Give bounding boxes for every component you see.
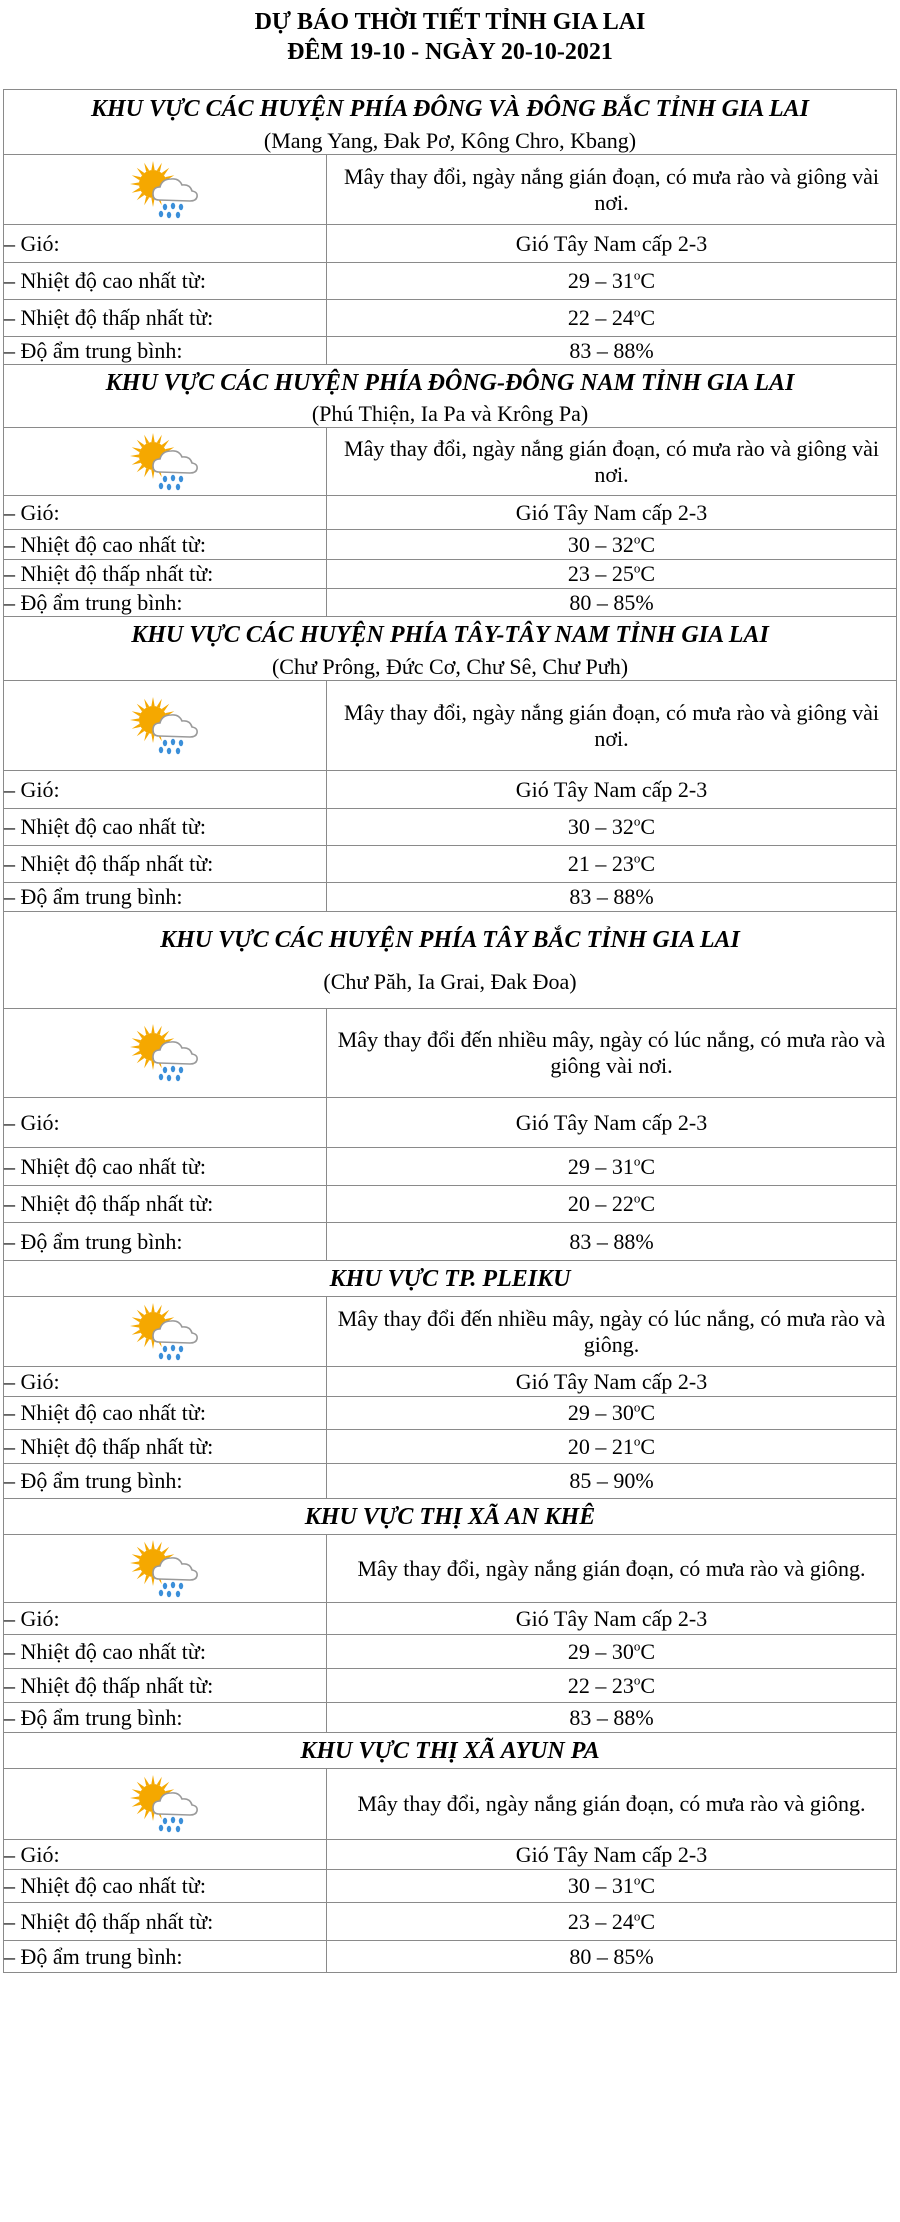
wind-value xyxy=(327,1603,897,1635)
max-temp-label: – Nhiệt độ cao nhất từ: xyxy=(4,1870,327,1903)
celsius-unit: C xyxy=(640,1153,656,1179)
max-temp-value xyxy=(327,1397,897,1430)
wind-value-text: Gió Tây Nam cấp 2-3 xyxy=(515,499,708,525)
min-temp-value-text: 21 – 23 xyxy=(567,851,634,876)
weather-description: Mây thay đổi, ngày nắng gián đoạn, có mưa rào và giông vài nơi. xyxy=(327,681,897,771)
max-temp-label: – Nhiệt độ cao nhất từ: xyxy=(4,1148,327,1186)
weather-cell xyxy=(4,1297,327,1367)
max-temp-value xyxy=(327,1635,897,1669)
humidity-label: – Độ ẩm trung bình: xyxy=(4,1941,327,1973)
min-temp-label: – Nhiệt độ thấp nhất từ: xyxy=(4,1669,327,1703)
humidity-value xyxy=(327,1703,897,1733)
region-name: KHU VỰC CÁC HUYỆN PHÍA TÂY-TÂY NAM TỈNH GIA LAI xyxy=(131,622,769,649)
wind-value-text: Gió Tây Nam cấp 2-3 xyxy=(515,1109,708,1135)
sun-cloud-rain-icon xyxy=(123,447,207,472)
celsius-unit: C xyxy=(640,814,656,839)
humidity-value-text: 85 – 90% xyxy=(569,1468,654,1493)
celsius-unit: C xyxy=(640,1873,656,1898)
max-temp-value xyxy=(327,809,897,846)
weather-description: Mây thay đổi, ngày nắng gián đoạn, có mưa rào và giông. xyxy=(327,1769,897,1840)
degree-symbol: o xyxy=(633,1672,641,1688)
max-temp-label: – Nhiệt độ cao nhất từ: xyxy=(4,1397,327,1430)
min-temp-value-text: 20 – 21 xyxy=(567,1433,634,1459)
region-name: KHU VỰC TP. PLEIKU xyxy=(329,1265,571,1292)
degree-symbol: o xyxy=(633,1433,641,1449)
region-name: KHU VỰC THỊ XÃ AN KHÊ xyxy=(304,1503,596,1530)
degree-symbol: o xyxy=(633,1399,641,1415)
min-temp-value xyxy=(327,1903,897,1941)
wind-label: – Gió: xyxy=(4,225,327,263)
max-temp-value-text: 30 – 32 xyxy=(567,531,634,557)
max-temp-value-text: 30 – 32 xyxy=(567,814,634,839)
humidity-value-text: 83 – 88% xyxy=(569,884,654,909)
humidity-value xyxy=(327,883,897,912)
weather-cell xyxy=(4,1769,327,1840)
region-title xyxy=(4,617,897,654)
min-temp-label: – Nhiệt độ thấp nhất từ: xyxy=(4,1186,327,1223)
wind-value xyxy=(327,225,897,263)
wind-value xyxy=(327,496,897,530)
min-temp-value xyxy=(327,1669,897,1703)
degree-symbol: o xyxy=(633,1638,641,1654)
min-temp-value-text: 23 – 25 xyxy=(567,561,634,586)
celsius-unit: C xyxy=(640,268,656,293)
humidity-value xyxy=(327,1223,897,1261)
humidity-value xyxy=(327,1941,897,1973)
celsius-unit: C xyxy=(640,1433,656,1459)
wind-value xyxy=(327,1367,897,1397)
max-temp-value-text: 30 – 31 xyxy=(567,1873,634,1898)
degree-symbol: o xyxy=(633,1190,641,1206)
wind-value xyxy=(327,771,897,809)
humidity-label: – Độ ẩm trung bình: xyxy=(4,1464,327,1499)
celsius-unit: C xyxy=(640,1400,656,1425)
wind-label: – Gió: xyxy=(4,771,327,809)
region-title xyxy=(4,912,897,969)
degree-symbol: o xyxy=(633,1872,641,1888)
degree-symbol: o xyxy=(633,850,641,866)
humidity-value xyxy=(327,337,897,365)
degree-symbol: o xyxy=(633,1908,641,1924)
region-districts: (Mang Yang, Đak Pơ, Kông Chro, Kbang) xyxy=(4,128,897,155)
degree-symbol: o xyxy=(633,1153,641,1169)
celsius-unit: C xyxy=(640,1672,656,1698)
min-temp-value-text: 22 – 24 xyxy=(567,305,634,330)
region-title xyxy=(4,1261,897,1297)
humidity-label: – Độ ẩm trung bình: xyxy=(4,1223,327,1261)
humidity-value-text: 80 – 85% xyxy=(569,589,654,615)
wind-value-text: Gió Tây Nam cấp 2-3 xyxy=(515,1841,708,1867)
celsius-unit: C xyxy=(640,1908,656,1934)
wind-label: – Gió: xyxy=(4,1098,327,1148)
forecast-table xyxy=(3,89,897,1973)
max-temp-value xyxy=(327,1870,897,1903)
max-temp-label: – Nhiệt độ cao nhất từ: xyxy=(4,809,327,846)
wind-label: – Gió: xyxy=(4,1840,327,1870)
max-temp-value-text: 29 – 30 xyxy=(567,1400,634,1425)
humidity-label: – Độ ẩm trung bình: xyxy=(4,589,327,617)
region-name: KHU VỰC CÁC HUYỆN PHÍA ĐÔNG-ĐÔNG NAM TỈNH GIA LAI xyxy=(105,369,795,396)
page-title: DỰ BÁO THỜI TIẾT TỈNH GIA LAI xyxy=(254,9,646,35)
min-temp-value xyxy=(327,846,897,883)
humidity-value xyxy=(327,589,897,617)
region-districts: (Phú Thiện, Ia Pa và Krông Pa) xyxy=(4,401,897,428)
degree-symbol: o xyxy=(633,267,641,283)
region-title xyxy=(4,1499,897,1535)
min-temp-label: – Nhiệt độ thấp nhất từ: xyxy=(4,300,327,337)
celsius-unit: C xyxy=(640,851,656,876)
min-temp-label: – Nhiệt độ thấp nhất từ: xyxy=(4,1430,327,1464)
celsius-unit: C xyxy=(640,531,656,557)
min-temp-value xyxy=(327,1186,897,1223)
degree-symbol: o xyxy=(633,304,641,320)
celsius-unit: C xyxy=(640,1191,656,1216)
degree-symbol: o xyxy=(633,813,641,829)
min-temp-value-text: 20 – 22 xyxy=(567,1191,634,1216)
max-temp-label: – Nhiệt độ cao nhất từ: xyxy=(4,263,327,300)
max-temp-value-text: 29 – 30 xyxy=(567,1638,634,1664)
weather-cell xyxy=(4,1535,327,1603)
region-name: KHU VỰC CÁC HUYỆN PHÍA TÂY BẮC TỈNH GIA LAI xyxy=(160,927,740,954)
wind-label: – Gió: xyxy=(4,1367,327,1397)
humidity-value-text: 83 – 88% xyxy=(569,337,654,363)
weather-description: Mây thay đổi đến nhiều mây, ngày có lúc nắng, có mưa rào và giông. xyxy=(327,1297,897,1367)
min-temp-label: – Nhiệt độ thấp nhất từ: xyxy=(4,1903,327,1941)
region-title xyxy=(4,365,897,401)
humidity-label: – Độ ẩm trung bình: xyxy=(4,1703,327,1733)
weather-description: Mây thay đổi, ngày nắng gián đoạn, có mưa rào và giông. xyxy=(327,1535,897,1603)
weather-description: Mây thay đổi, ngày nắng gián đoạn, có mưa rào và giông vài nơi. xyxy=(327,428,897,496)
weather-cell xyxy=(4,1009,327,1098)
max-temp-value-text: 29 – 31 xyxy=(567,268,634,293)
region-title xyxy=(4,1733,897,1769)
weather-cell xyxy=(4,681,327,771)
sun-cloud-rain-icon xyxy=(123,1789,207,1814)
humidity-label: – Độ ẩm trung bình: xyxy=(4,883,327,912)
celsius-unit: C xyxy=(640,561,656,586)
region-name: KHU VỰC THỊ XÃ AYUN PA xyxy=(300,1737,600,1764)
min-temp-label: – Nhiệt độ thấp nhất từ: xyxy=(4,560,327,589)
humidity-label: – Độ ẩm trung bình: xyxy=(4,337,327,365)
max-temp-label: – Nhiệt độ cao nhất từ: xyxy=(4,1635,327,1669)
max-temp-label: – Nhiệt độ cao nhất từ: xyxy=(4,530,327,560)
min-temp-value-text: 22 – 23 xyxy=(567,1672,634,1698)
wind-value-text: Gió Tây Nam cấp 2-3 xyxy=(515,1368,708,1394)
humidity-value-text: 83 – 88% xyxy=(569,1228,654,1254)
weather-cell xyxy=(4,428,327,496)
max-temp-value xyxy=(327,1148,897,1186)
min-temp-value-text: 23 – 24 xyxy=(567,1908,634,1934)
page-subtitle: ĐÊM 19-10 - NGÀY 20-10-2021 xyxy=(287,39,613,65)
humidity-value xyxy=(327,1464,897,1499)
sun-cloud-rain-icon xyxy=(123,711,207,736)
celsius-unit: C xyxy=(640,305,656,330)
min-temp-label: – Nhiệt độ thấp nhất từ: xyxy=(4,846,327,883)
wind-value-text: Gió Tây Nam cấp 2-3 xyxy=(515,230,708,256)
wind-value xyxy=(327,1098,897,1148)
wind-value-text: Gió Tây Nam cấp 2-3 xyxy=(515,1605,708,1631)
sun-cloud-rain-icon xyxy=(123,1038,207,1063)
weather-cell xyxy=(4,155,327,225)
max-temp-value xyxy=(327,263,897,300)
min-temp-value xyxy=(327,560,897,589)
max-temp-value xyxy=(327,530,897,560)
sun-cloud-rain-icon xyxy=(123,1317,207,1342)
sun-cloud-rain-icon xyxy=(123,1554,207,1579)
humidity-value-text: 80 – 85% xyxy=(569,1943,654,1969)
region-districts: (Chư Păh, Ia Grai, Đak Đoa) xyxy=(4,969,897,1009)
max-temp-value-text: 29 – 31 xyxy=(567,1153,634,1179)
region-name: KHU VỰC CÁC HUYỆN PHÍA ĐÔNG VÀ ĐÔNG BẮC TỈNH GIA LAI xyxy=(90,95,810,122)
wind-label: – Gió: xyxy=(4,1603,327,1635)
weather-description: Mây thay đổi, ngày nắng gián đoạn, có mưa rào và giông vài nơi. xyxy=(327,155,897,225)
region-districts: (Chư Prông, Đức Cơ, Chư Sê, Chư Pưh) xyxy=(4,654,897,681)
region-title xyxy=(4,90,897,128)
min-temp-value xyxy=(327,300,897,337)
degree-symbol: o xyxy=(633,560,641,576)
wind-label: – Gió: xyxy=(4,496,327,530)
sun-cloud-rain-icon xyxy=(123,175,207,200)
degree-symbol: o xyxy=(633,531,641,547)
wind-value xyxy=(327,1840,897,1870)
humidity-value-text: 83 – 88% xyxy=(569,1704,654,1730)
celsius-unit: C xyxy=(640,1638,656,1664)
weather-description: Mây thay đổi đến nhiều mây, ngày có lúc nắng, có mưa rào và giông vài nơi. xyxy=(327,1009,897,1098)
wind-value-text: Gió Tây Nam cấp 2-3 xyxy=(515,776,708,802)
min-temp-value xyxy=(327,1430,897,1464)
